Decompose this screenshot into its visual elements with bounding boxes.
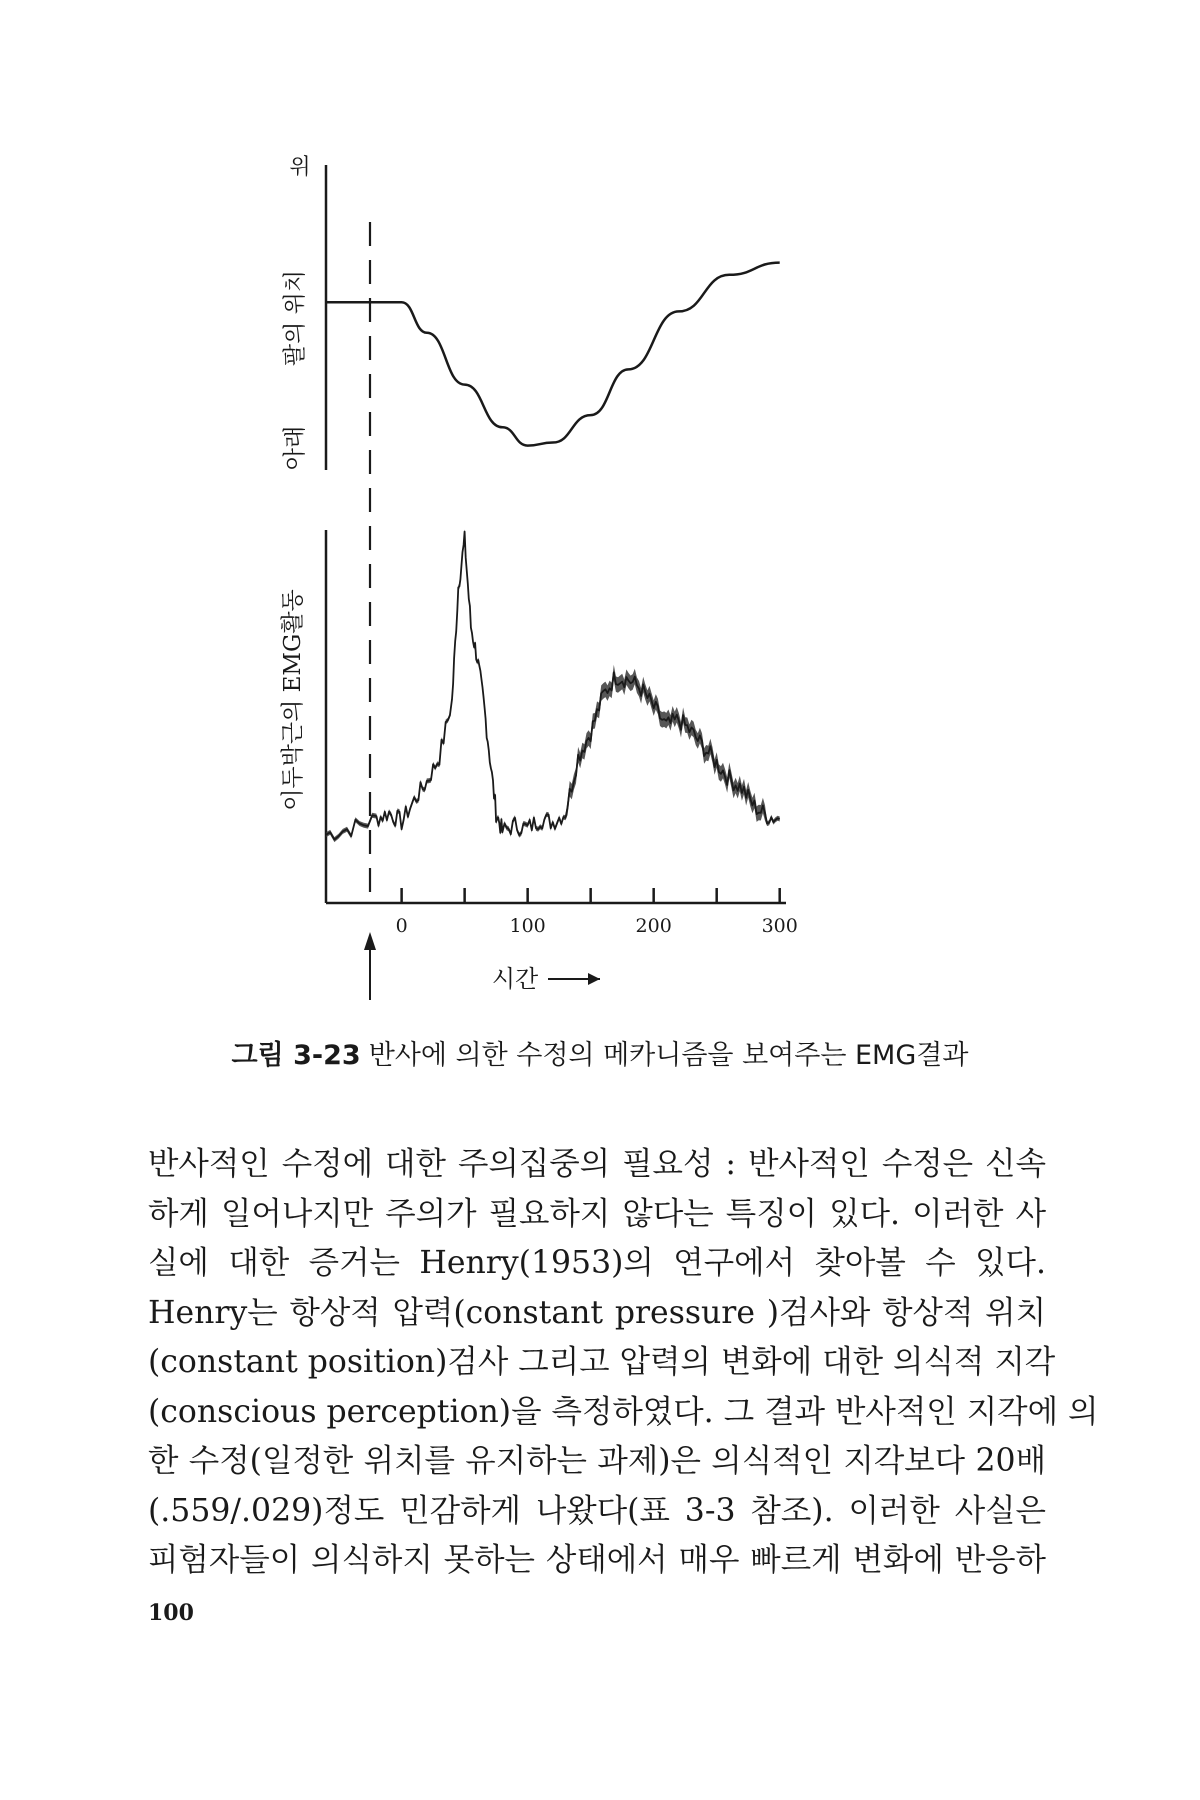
stimulus-arrow-icon [364, 932, 376, 950]
body-paragraph [148, 1140, 1099, 1586]
emg-activity-series-line [326, 532, 780, 840]
x-axis-tick-label: 100 [509, 915, 546, 937]
figure-caption-text: 반사에 의한 수정의 메카니즘을 보여주는 EMG결과 [368, 1040, 969, 1071]
figure-caption-label: 그림 3-23 [231, 1040, 361, 1071]
x-axis-ticks [396, 888, 798, 937]
emg-activity-y-label: 이두박근의 EMG활동 [280, 589, 306, 811]
arm-position-chart [282, 155, 780, 470]
arm-position-series-line [326, 263, 780, 446]
figure-caption [0, 1033, 1200, 1072]
x-axis-tick-label: 300 [761, 915, 798, 937]
x-axis-arrowhead-icon [588, 973, 600, 985]
emg-activity-chart [280, 529, 798, 993]
body-line: (conscious perception)을 측정하였다. 그 결과 반사적인 지각에 의 [148, 1393, 1099, 1430]
body-line: 반사적인 수정에 대한 주의집중의 필요성 : 반사적인 수정은 신속 [148, 1146, 1046, 1182]
x-axis-tick-label: 0 [395, 915, 408, 937]
x-axis-tick-label: 200 [635, 915, 672, 937]
body-line: (.559/.029)정도 민감하게 나왔다(표 3-3 참조). 이러한 사실은 [148, 1492, 1046, 1529]
body-line: 실에 대한 증거는 Henry(1953)의 연구에서 찾아볼 수 있다. [148, 1245, 1046, 1281]
arm-position-y-label: 팔의 위치 [282, 269, 308, 367]
arm-position-y-top-label: 위 [289, 155, 311, 180]
emg-activity-envelope [326, 529, 780, 842]
arm-position-y-bottom-label: 아래 [282, 425, 308, 471]
body-line: 한 수정(일정한 위치를 유지하는 과제)은 의식적인 지각보다 20배 [148, 1443, 1046, 1479]
body-line: (constant position)검사 그리고 압력의 변화에 대한 의식적 지각 [148, 1344, 1056, 1380]
body-line: 피험자들이 의식하지 못하는 상태에서 매우 빠르게 변화에 반응하 [148, 1542, 1046, 1578]
body-line: Henry는 항상적 압력(constant pressure )검사와 항상적 위치 [148, 1294, 1046, 1331]
body-line: 하게 일어나지만 주의가 필요하지 않다는 특징이 있다. 이러한 사 [148, 1195, 1046, 1232]
x-axis-label: 시간 [491, 965, 539, 993]
page-number: 100 [148, 1600, 194, 1626]
